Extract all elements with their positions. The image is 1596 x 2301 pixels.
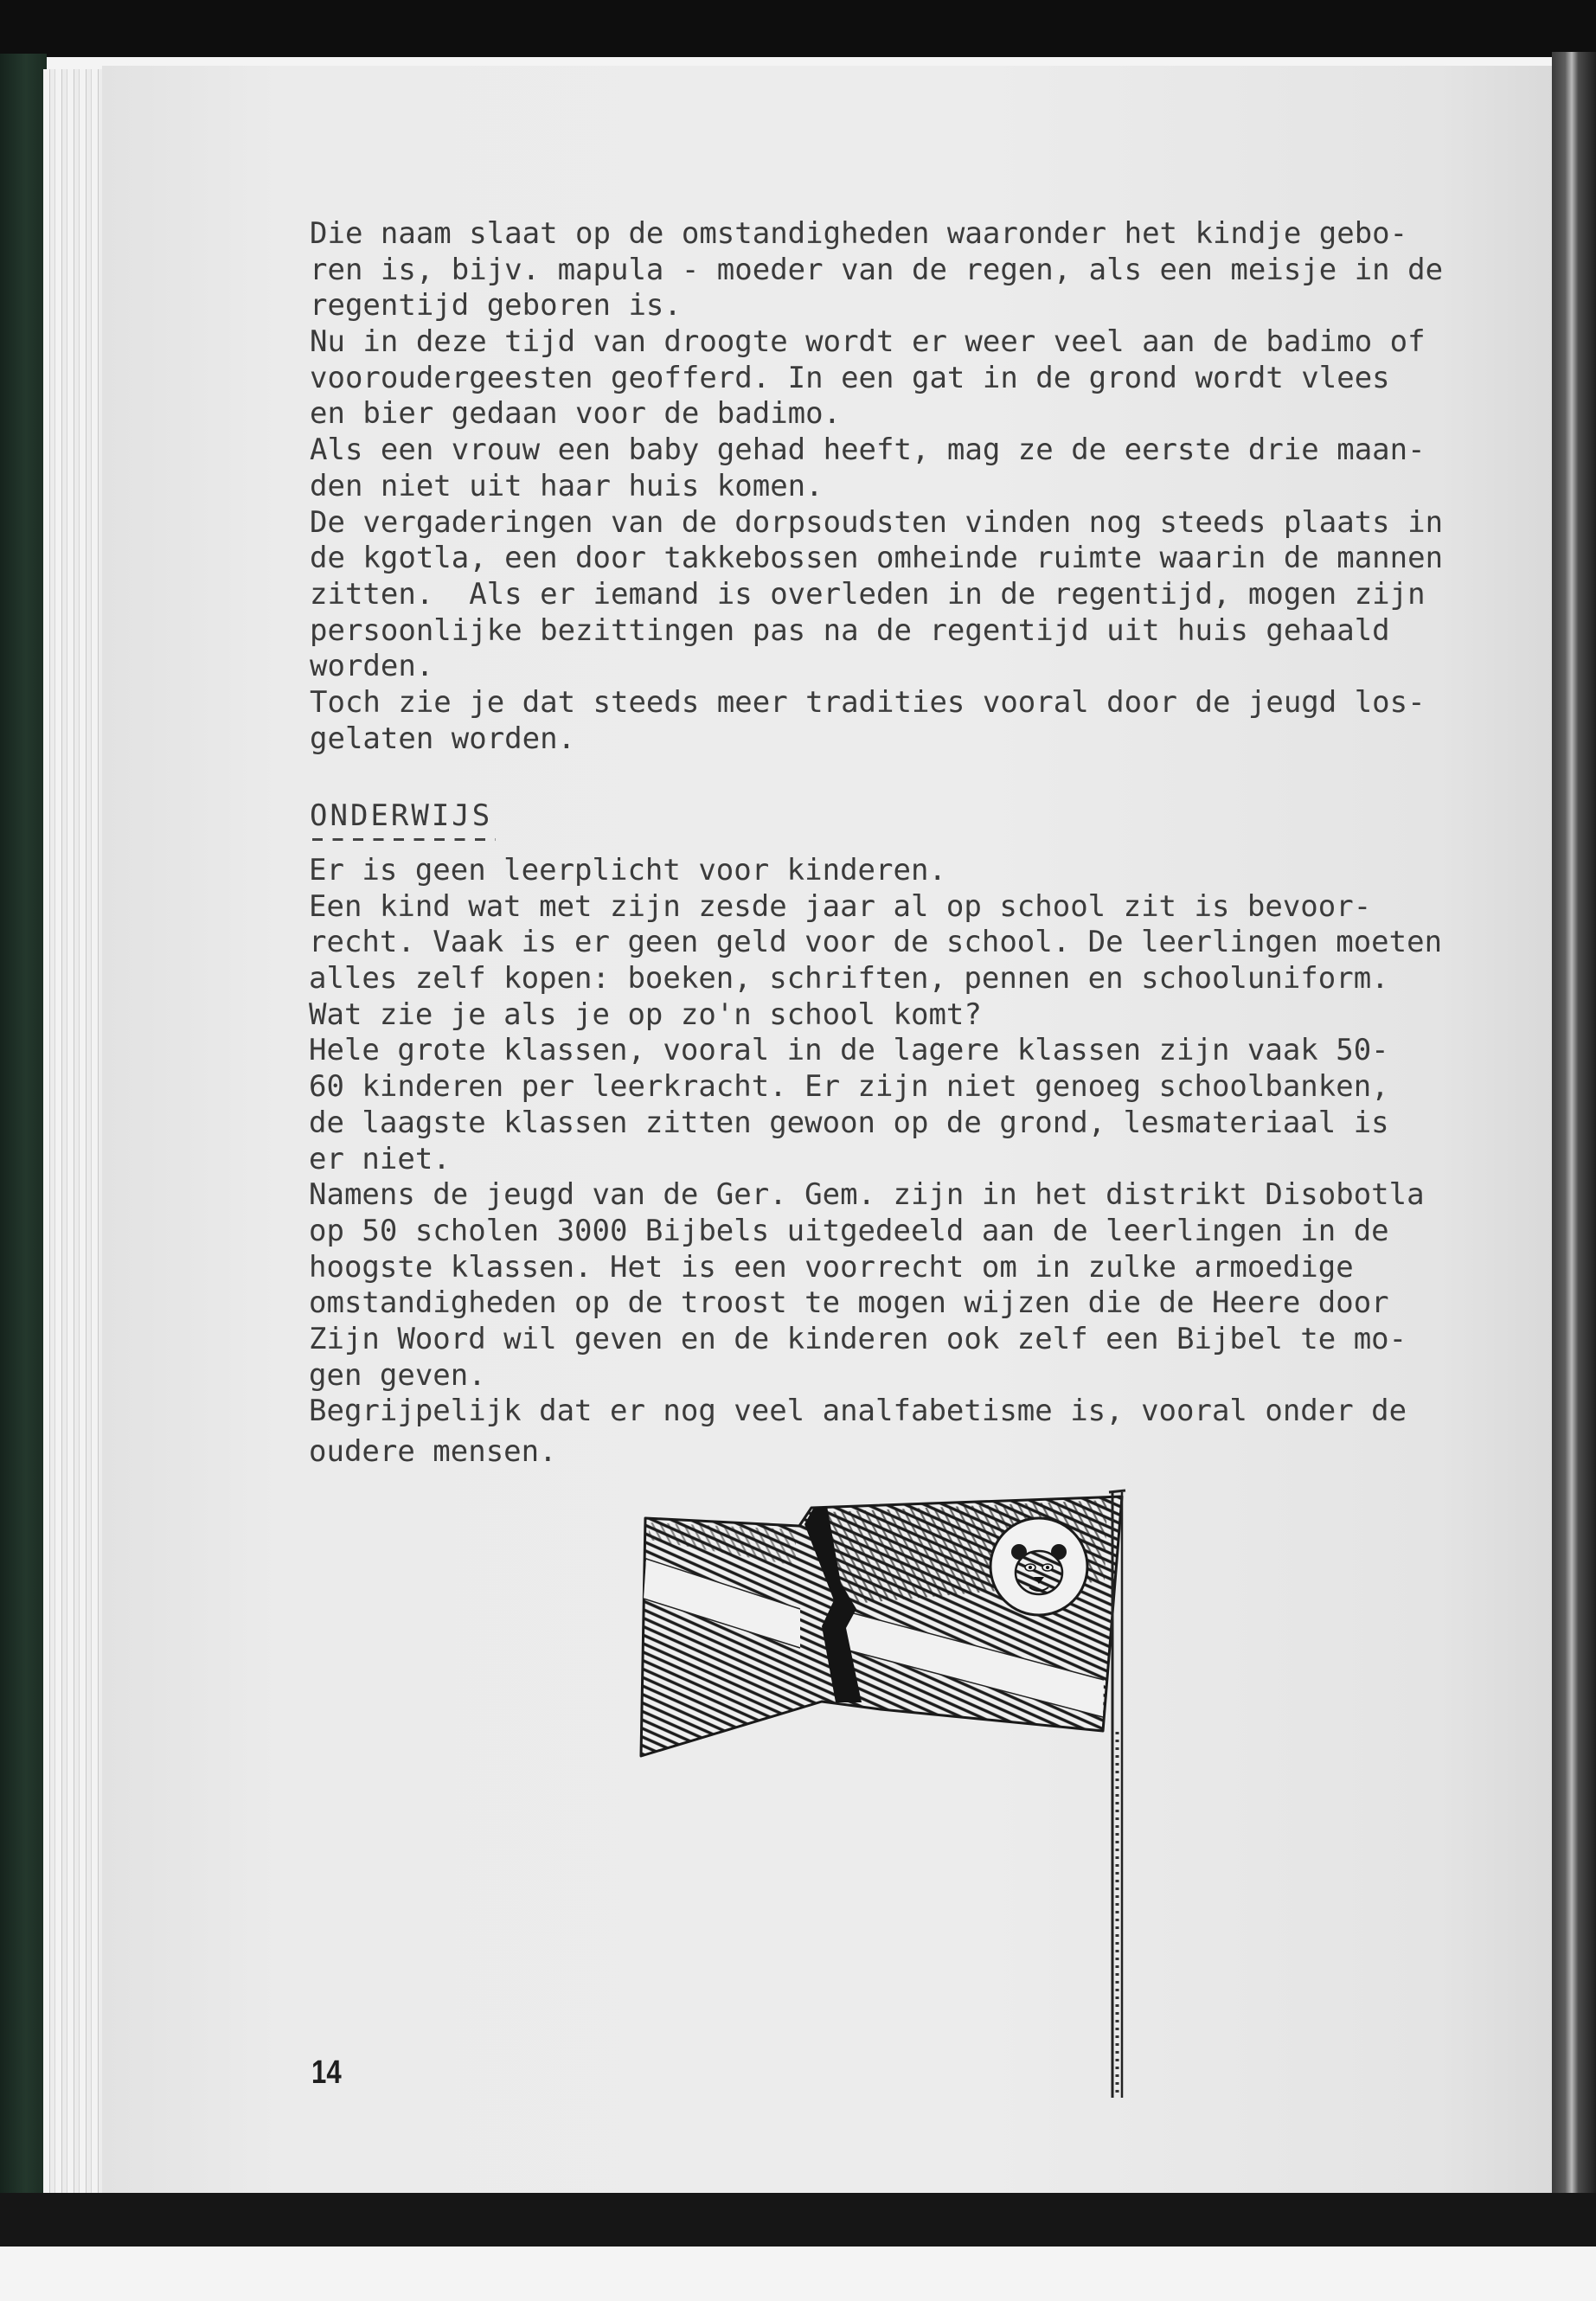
text-line: den niet uit haar huis komen. <box>310 468 824 503</box>
text-line: de laagste klassen zitten gewoon op de grond, lesmateriaal is <box>309 1105 1389 1140</box>
text-line: gelaten worden. <box>310 721 576 756</box>
flag-emblem <box>990 1518 1087 1615</box>
text-block-education <box>309 853 1442 1471</box>
flag-pole <box>1109 1490 1125 2098</box>
text-line: Er is geen leerplicht voor kinderen. <box>309 853 946 888</box>
scan-bottom-border <box>0 2193 1596 2247</box>
text-line: Wat zie je als je op zo'n school komt? <box>309 997 982 1032</box>
text-line: Als een vrouw een baby gehad heeft, mag ze de eerste drie maan- <box>310 433 1426 468</box>
text-line: Toch zie je dat steeds meer tradities vooral door de jeugd los- <box>310 684 1426 720</box>
text-line: regentijd geboren is. <box>310 288 682 324</box>
text-line: Zijn Woord wil geven en de kinderen ook zelf een Bijbel te mo- <box>309 1321 1407 1356</box>
text-line: Hele grote klassen, vooral in de lagere klassen zijn vaak 50- <box>309 1033 1389 1068</box>
text-line: gen geven. <box>309 1357 486 1393</box>
page-stack-edges <box>43 69 107 2193</box>
text-line: Namens de jeugd van de Ger. Gem. zijn in het distrikt Disobotla <box>309 1177 1425 1213</box>
text-line: en bier gedaan voor de badimo. <box>310 396 842 432</box>
section-heading: ONDERWIJS <box>310 798 493 833</box>
text-block-traditions <box>310 216 1443 757</box>
flag-illustration <box>623 1479 1159 2111</box>
text-line: de kgotla, een door takkebossen omheinde ruimte waarin de mannen <box>310 541 1444 576</box>
page-number: 14 <box>311 2054 342 2091</box>
text-line: zitten. Als er iemand is overleden in de regentijd, mogen zijn <box>310 576 1426 612</box>
text-line: vooroudergeesten geofferd. In een gat in de grond wordt vlees <box>310 360 1390 395</box>
text-line: Die naam slaat op de omstandigheden waaronder het kindje gebo- <box>310 216 1408 251</box>
text-line: er niet. <box>309 1141 451 1176</box>
text-line: omstandigheden op de troost te mogen wijzen die de Heere door <box>309 1285 1389 1321</box>
book-cover-edge <box>0 54 47 2247</box>
text-line: persoonlijke bezittingen pas na de regentijd uit huis gehaald <box>310 612 1390 648</box>
book-binding-edge <box>1552 52 1596 2247</box>
text-line: worden. <box>310 649 434 684</box>
text-line: op 50 scholen 3000 Bijbels uitgedeeld aan de leerlingen in de <box>309 1213 1389 1248</box>
text-line: Nu in deze tijd van droogte wordt er weer veel aan de badimo of <box>310 324 1426 360</box>
text-line: Begrijpelijk dat er nog veel analfabetisme is, vooral onder de <box>309 1394 1407 1429</box>
text-line: hoogste klassen. Het is een voorrecht om in zulke armoedige <box>309 1249 1354 1285</box>
text-line: oudere mensen. <box>309 1434 557 1469</box>
text-line: Een kind wat met zijn zesde jaar al op school zit is bevoor- <box>309 888 1372 924</box>
text-line: 60 kinderen per leerkracht. Er zijn niet genoeg schoolbanken, <box>309 1069 1389 1105</box>
heading-underline <box>312 838 496 841</box>
text-line: De vergaderingen van de dorpsoudsten vinden nog steeds plaats in <box>310 504 1444 540</box>
text-line: ren is, bijv. mapula - moeder van de regen, als een meisje in de <box>310 252 1444 287</box>
text-line: alles zelf kopen: boeken, schriften, pennen en schooluniform. <box>309 961 1389 997</box>
text-line: recht. Vaak is er geen geld voor de school. De leerlingen moeten <box>309 925 1443 960</box>
scan-top-border <box>0 0 1596 57</box>
